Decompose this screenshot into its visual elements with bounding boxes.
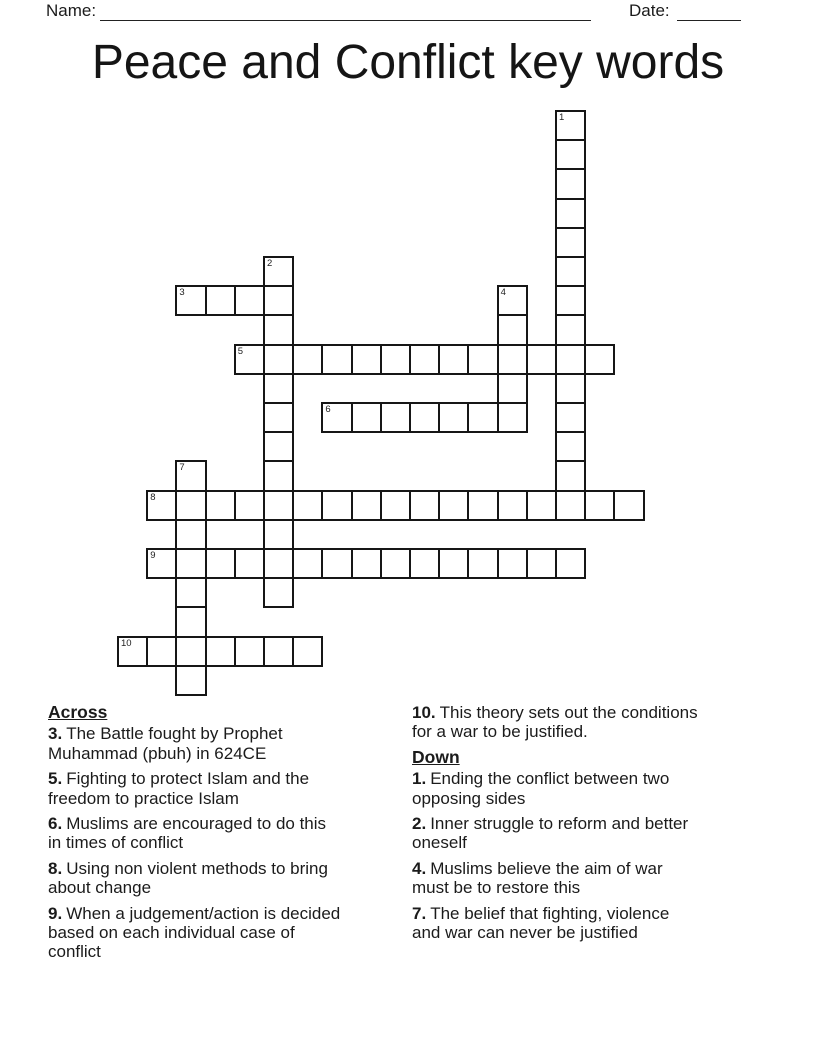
- grid-cell-r12-c5[interactable]: [263, 460, 294, 491]
- clue-text: Using non violent methods to bring about change: [48, 858, 328, 898]
- clue-number: 5.: [48, 769, 63, 789]
- grid-cell-r6-c3[interactable]: [205, 285, 236, 316]
- grid-cell-r4-c15[interactable]: [555, 227, 586, 258]
- clue-number: 7.: [412, 903, 427, 923]
- grid-cell-r18-c6[interactable]: [292, 636, 323, 667]
- grid-cell-r10-c15[interactable]: [555, 402, 586, 433]
- clues-left-column: [48, 703, 341, 968]
- grid-cell-number: 2: [267, 258, 273, 269]
- clue-text: When a judgement/action is decided based on each individual case of conflict: [48, 903, 341, 962]
- grid-cell-r15-c10[interactable]: [409, 548, 440, 579]
- clue-text: The belief that fighting, violence and war can never be justified: [412, 903, 670, 943]
- grid-cell-number: 4: [500, 287, 506, 299]
- grid-cell-number: 1: [559, 112, 565, 123]
- clue-text: Ending the conflict between two opposing sides: [412, 769, 670, 808]
- clue-number: 6.: [48, 814, 63, 834]
- grid-cell-r13-c9[interactable]: [380, 490, 411, 521]
- grid-cell-r15-c6[interactable]: [292, 548, 323, 579]
- clue-number: 4.: [412, 858, 427, 878]
- grid-cell-r16-c5[interactable]: [263, 577, 294, 608]
- grid-cell-r15-c5[interactable]: [263, 548, 294, 579]
- grid-cell-r15-c8[interactable]: [351, 548, 382, 579]
- grid-cell-r15-c15[interactable]: [555, 548, 586, 579]
- across-heading: Across: [48, 702, 108, 722]
- clue-text: Muslims are encouraged to do this in times of conflict: [48, 814, 327, 853]
- grid-cell-r15-c4[interactable]: [234, 548, 265, 579]
- clue-number: 2.: [412, 814, 427, 834]
- clue-text: Fighting to protect Islam and the freedom to practice Islam: [48, 769, 310, 808]
- grid-cell-r11-c15[interactable]: [555, 431, 586, 462]
- grid-cell-r13-c3[interactable]: [205, 490, 236, 521]
- clues-right-column: [412, 703, 702, 948]
- grid-cell-r11-c5[interactable]: [263, 431, 294, 462]
- clue-text: Muslims believe the aim of war must be to restore this: [412, 858, 663, 898]
- clue-down-7: [412, 904, 702, 943]
- clue-number: 3.: [48, 724, 63, 744]
- grid-cell-r8-c6[interactable]: [292, 344, 323, 375]
- grid-cell-number: 7: [179, 462, 185, 474]
- clue-number: 1.: [412, 769, 427, 789]
- grid-cell-r15-c7[interactable]: [321, 548, 352, 579]
- grid-cell-r10-c12[interactable]: [467, 402, 498, 433]
- name-label: Name:: [46, 1, 97, 20]
- clue-number: 9.: [48, 903, 63, 923]
- grid-cell-r13-c2[interactable]: [175, 490, 206, 521]
- grid-cell-r6-c2[interactable]: [175, 285, 206, 316]
- grid-cell-r8-c10[interactable]: [409, 344, 440, 375]
- grid-cell-r18-c3[interactable]: [205, 636, 236, 667]
- grid-cell-number: 3: [179, 287, 185, 299]
- grid-cell-r13-c12[interactable]: [467, 490, 498, 521]
- grid-cell-r13-c10[interactable]: [409, 490, 440, 521]
- clue-text: Inner struggle to reform and better oneself: [412, 814, 689, 853]
- grid-cell-r15-c2[interactable]: [175, 548, 206, 579]
- clue-down-1: [412, 769, 702, 808]
- grid-cell-r15-c1[interactable]: [146, 548, 177, 579]
- grid-cell-r13-c17[interactable]: [613, 490, 644, 521]
- grid-cell-r10-c11[interactable]: [438, 402, 469, 433]
- grid-cell-r10-c7[interactable]: [321, 402, 352, 433]
- grid-cell-r7-c13[interactable]: [497, 314, 528, 345]
- grid-cell-r2-c15[interactable]: [555, 168, 586, 199]
- clue-down-2: [412, 814, 702, 853]
- grid-cell-r13-c1[interactable]: [146, 490, 177, 521]
- grid-cell-r8-c4[interactable]: [234, 344, 265, 375]
- grid-cell-r6-c13[interactable]: [497, 285, 528, 316]
- grid-cell-r13-c6[interactable]: [292, 490, 323, 521]
- grid-cell-r13-c14[interactable]: [526, 490, 557, 521]
- grid-cell-r15-c14[interactable]: [526, 548, 557, 579]
- grid-cell-r10-c5[interactable]: [263, 402, 294, 433]
- grid-cell-r18-c5[interactable]: [263, 636, 294, 667]
- grid-cell-r5-c5[interactable]: [263, 256, 294, 287]
- clue-number: 8.: [48, 858, 63, 878]
- crossword-grid: [117, 110, 645, 696]
- clue-across-5: [48, 769, 341, 808]
- clue-across-6: [48, 814, 341, 853]
- clue-across-3: [48, 724, 341, 763]
- grid-cell-r15-c11[interactable]: [438, 548, 469, 579]
- clue-down-4: [412, 859, 702, 898]
- date-blank-line[interactable]: [677, 20, 741, 21]
- grid-cell-r10-c13[interactable]: [497, 402, 528, 433]
- grid-cell-r13-c8[interactable]: [351, 490, 382, 521]
- grid-cell-number: 9: [150, 550, 156, 561]
- grid-cell-r8-c16[interactable]: [584, 344, 615, 375]
- page-title: Peace and Conflict key words: [91, 36, 725, 89]
- grid-cell-r15-c12[interactable]: [467, 548, 498, 579]
- clue-across-9: [48, 904, 341, 962]
- grid-cell-r10-c8[interactable]: [351, 402, 382, 433]
- grid-cell-r8-c9[interactable]: [380, 344, 411, 375]
- grid-cell-r8-c8[interactable]: [351, 344, 382, 375]
- grid-cell-r13-c4[interactable]: [234, 490, 265, 521]
- grid-cell-r8-c13[interactable]: [497, 344, 528, 375]
- name-blank-line[interactable]: [100, 20, 591, 21]
- grid-cell-r3-c15[interactable]: [555, 198, 586, 229]
- grid-cell-r9-c5[interactable]: [263, 373, 294, 404]
- grid-cell-r17-c2[interactable]: [175, 606, 206, 637]
- grid-cell-r18-c4[interactable]: [234, 636, 265, 667]
- grid-cell-r8-c5[interactable]: [263, 344, 294, 375]
- grid-cell-r15-c13[interactable]: [497, 548, 528, 579]
- grid-cell-r13-c11[interactable]: [438, 490, 469, 521]
- grid-cell-r15-c9[interactable]: [380, 548, 411, 579]
- down-heading: Down: [412, 746, 460, 767]
- grid-cell-r8-c7[interactable]: [321, 344, 352, 375]
- grid-cell-number: 10: [121, 637, 132, 649]
- grid-cell-r19-c2[interactable]: [175, 665, 206, 696]
- date-label: Date:: [629, 1, 670, 20]
- grid-cell-r10-c10[interactable]: [409, 402, 440, 433]
- grid-cell-r6-c4[interactable]: [234, 285, 265, 316]
- grid-cell-r18-c0[interactable]: [117, 636, 148, 667]
- grid-cell-r15-c3[interactable]: [205, 548, 236, 579]
- grid-cell-r13-c7[interactable]: [321, 490, 352, 521]
- grid-cell-r14-c2[interactable]: [175, 519, 206, 550]
- grid-cell-r9-c13[interactable]: [497, 373, 528, 404]
- grid-cell-number: 6: [325, 404, 331, 415]
- grid-cell-r13-c16[interactable]: [584, 490, 615, 521]
- clue-number: 10.: [412, 703, 436, 722]
- grid-cell-r12-c15[interactable]: [555, 460, 586, 491]
- grid-cell-r1-c15[interactable]: [555, 139, 586, 170]
- grid-cell-r6-c15[interactable]: [555, 285, 586, 316]
- grid-cell-r5-c15[interactable]: [555, 256, 586, 287]
- grid-cell-r8-c14[interactable]: [526, 344, 557, 375]
- clue-across-10: [412, 703, 702, 742]
- clue-text: This theory sets out the conditions for a war to be justified.: [412, 703, 698, 742]
- grid-cell-r12-c2[interactable]: [175, 460, 206, 491]
- grid-cell-number: 5: [237, 345, 244, 357]
- grid-cell-r13-c5[interactable]: [263, 490, 294, 521]
- clue-text: The Battle fought by Prophet Muhammad (pbuh) in 624CE: [48, 724, 283, 763]
- grid-cell-r13-c15[interactable]: [555, 490, 586, 521]
- grid-cell-r8-c15[interactable]: [555, 344, 586, 375]
- grid-cell-r16-c2[interactable]: [175, 577, 206, 608]
- grid-cell-r18-c2[interactable]: [175, 636, 206, 667]
- grid-cell-r7-c5[interactable]: [263, 314, 294, 345]
- grid-cell-r9-c15[interactable]: [555, 373, 586, 404]
- grid-cell-r18-c1[interactable]: [146, 636, 177, 667]
- clue-across-8: [48, 859, 341, 898]
- grid-cell-r14-c5[interactable]: [263, 519, 294, 550]
- grid-cell-r6-c5[interactable]: [263, 285, 294, 316]
- grid-cell-r0-c15[interactable]: [555, 110, 586, 141]
- grid-cell-r7-c15[interactable]: [555, 314, 586, 345]
- grid-cell-r13-c13[interactable]: [497, 490, 528, 521]
- grid-cell-r8-c11[interactable]: [438, 344, 469, 375]
- grid-cell-r10-c9[interactable]: [380, 402, 411, 433]
- grid-cell-r8-c12[interactable]: [467, 344, 498, 375]
- grid-cell-number: 8: [150, 491, 156, 503]
